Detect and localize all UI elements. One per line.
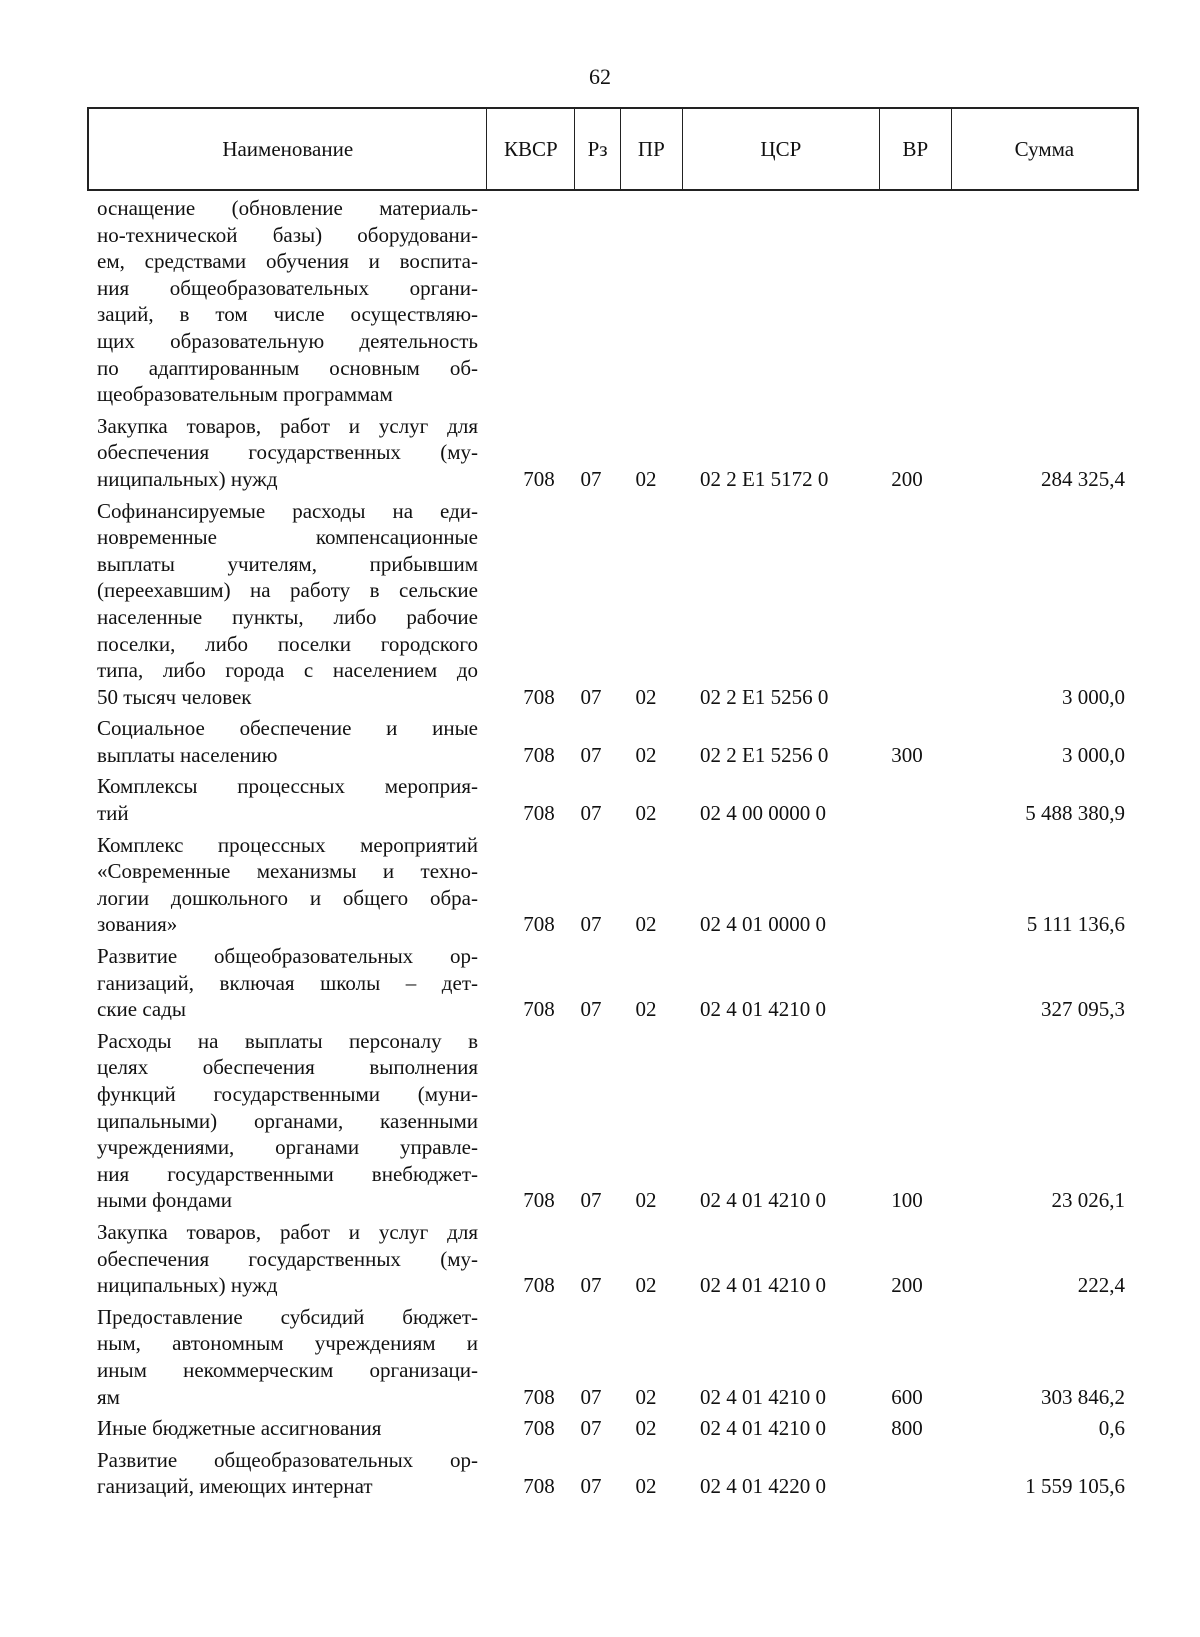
row-name-line: ным, автономным учреждениям и [97,1331,478,1356]
row-sum: 303 846,2 [1041,1384,1125,1409]
row-name-line: по адаптированным основным об- [97,355,478,380]
row-sum: 327 095,3 [1041,997,1125,1022]
table-row [97,1415,1137,1442]
row-name-line: ские сады [97,997,187,1022]
row-vr: 800 [891,1416,923,1441]
row-name-line: иным некоммерческим организаци- [97,1357,478,1382]
table-row [97,1219,1137,1299]
row-name-line: выплаты населению [97,742,278,767]
row-csr: 02 2 Е1 5256 0 [700,742,829,767]
row-name-line: Комплекс процессных мероприятий [97,832,478,857]
row-name-line: Расходы на выплаты персоналу в [97,1028,478,1053]
row-csr: 02 4 01 4210 0 [700,1416,826,1441]
row-name [97,715,478,768]
row-name-line: логии дошкольного и общего обра- [97,885,478,910]
row-name-line: Софинансируемые расходы на еди- [97,498,478,523]
row-sum: 23 026,1 [1051,1188,1125,1213]
row-name [97,832,478,938]
row-sum: 5 111 136,6 [1026,912,1125,937]
table-row [97,773,1137,826]
row-name [97,773,478,826]
table-row [97,195,1137,408]
row-vr: 100 [891,1188,923,1213]
row-kvsr: 708 [523,997,555,1022]
row-name-line: Развитие общеобразовательных ор- [97,1447,478,1472]
row-pr: 02 [635,997,657,1022]
header-kvsr: КВСР [487,109,575,189]
row-name-line: ганизаций, включая школы – дет- [97,970,478,995]
row-name-line: типа, либо города с населением до [97,658,478,683]
row-pr: 02 [635,1273,657,1298]
row-name-line: щеобразовательным программам [97,382,393,407]
header-rz: Рз [575,109,621,189]
row-name [97,1304,478,1410]
row-name-line: Развитие общеобразовательных ор- [97,944,478,969]
table-row [97,1304,1137,1410]
row-pr: 02 [635,1474,657,1499]
row-name-line: щих образовательную деятельность [97,328,478,353]
row-name-line: выплаты учителям, прибывшим [97,551,478,576]
row-vr: 600 [891,1384,923,1409]
row-name-line: ния государственными внебюджет- [97,1161,478,1186]
row-csr: 02 2 Е1 5172 0 [700,466,829,491]
row-name [97,413,478,493]
row-name-line: «Современные механизмы и техно- [97,859,478,884]
table-row [97,498,1137,711]
row-kvsr: 708 [523,1474,555,1499]
row-name-line: Закупка товаров, работ и услуг для [97,413,478,438]
table-row [97,1447,1137,1500]
row-rz: 07 [580,801,602,826]
header-pr: ПР [621,109,683,189]
table-row [97,832,1137,938]
row-name-line: Социальное обеспечение и иные [97,716,478,741]
row-csr: 02 4 00 0000 0 [700,801,826,826]
row-csr: 02 4 01 4210 0 [700,1188,826,1213]
row-csr: 02 4 01 4210 0 [700,1273,826,1298]
row-sum: 284 325,4 [1041,466,1125,491]
row-kvsr: 708 [523,1416,555,1441]
row-name [97,943,478,1023]
row-name-line: ниципальных) нужд [97,1273,278,1298]
row-csr: 02 4 01 4220 0 [700,1474,826,1499]
row-name [97,1447,478,1500]
row-rz: 07 [580,912,602,937]
row-kvsr: 708 [523,1384,555,1409]
row-name-line: поселки, либо поселки городского [97,631,478,656]
row-kvsr: 708 [523,801,555,826]
row-sum: 3 000,0 [1062,742,1125,767]
table-row [97,715,1137,768]
row-name-line: целях обеспечения выполнения [97,1055,478,1080]
row-kvsr: 708 [523,684,555,709]
row-pr: 02 [635,742,657,767]
row-name-line: 50 тысяч человек [97,684,252,709]
row-rz: 07 [580,1416,602,1441]
row-rz: 07 [580,742,602,767]
table-row [97,413,1137,493]
row-pr: 02 [635,466,657,491]
row-sum: 222,4 [1077,1273,1125,1298]
row-name-line: учреждениями, органами управле- [97,1135,478,1160]
header-vr: ВР [880,109,952,189]
row-name-line: ниципальных) нужд [97,466,278,491]
table-header [87,107,1139,191]
row-name [97,1028,478,1214]
row-name-line: заций, в том числе осуществляю- [97,302,478,327]
row-vr: 200 [891,466,923,491]
row-kvsr: 708 [523,742,555,767]
header-csr: ЦСР [683,109,880,189]
row-vr: 300 [891,742,923,767]
row-pr: 02 [635,1188,657,1213]
row-name-line: ем, средствами обучения и воспита- [97,249,478,274]
row-name-line: Предоставление субсидий бюджет- [97,1304,478,1329]
row-sum: 3 000,0 [1062,684,1125,709]
header-sum: Сумма [1014,136,1075,161]
row-name-line: оснащение (обновление материаль- [97,196,478,220]
row-rz: 07 [580,1474,602,1499]
row-sum: 5 488 380,9 [1025,801,1125,826]
row-name-line: но-технической базы) оборудовани- [97,222,478,247]
header-name: Наименование [89,109,487,189]
row-name-line: Иные бюджетные ассигнования [97,1416,382,1441]
row-csr: 02 4 01 4210 0 [700,1384,826,1409]
row-name-line: ям [97,1384,120,1409]
row-name-line: новременные компенсационные [97,525,478,550]
row-kvsr: 708 [523,466,555,491]
row-pr: 02 [635,912,657,937]
row-rz: 07 [580,1188,602,1213]
row-rz: 07 [580,466,602,491]
row-pr: 02 [635,1384,657,1409]
row-name-line: (переехавшим) на работу в сельские [97,578,478,603]
row-name-line: обеспечения государственных (му- [97,1246,478,1271]
row-name-line: обеспечения государственных (му- [97,440,478,465]
row-rz: 07 [580,1384,602,1409]
row-name [97,195,478,408]
row-rz: 07 [580,1273,602,1298]
row-name [97,1219,478,1299]
page-number: 62 [589,64,611,89]
row-csr: 02 4 01 0000 0 [700,912,826,937]
row-pr: 02 [635,684,657,709]
table-row [97,943,1137,1023]
row-sum: 0,6 [1098,1416,1125,1441]
row-csr: 02 2 Е1 5256 0 [700,684,829,709]
row-kvsr: 708 [523,912,555,937]
row-kvsr: 708 [523,1273,555,1298]
table-row [97,1028,1137,1214]
table-body [97,195,1137,1505]
row-name-line: Закупка товаров, работ и услуг для [97,1219,478,1244]
row-name [97,498,478,711]
row-pr: 02 [635,801,657,826]
row-pr: 02 [635,1416,657,1441]
row-name-line: ния общеобразовательных органи- [97,275,478,300]
row-csr: 02 4 01 4210 0 [700,997,826,1022]
row-name-line: населенные пункты, либо рабочие [97,604,478,629]
row-rz: 07 [580,997,602,1022]
row-vr: 200 [891,1273,923,1298]
row-name-line: зования» [97,912,178,937]
row-name-line: ципальными) органами, казенными [97,1108,478,1133]
row-name-line: функций государственными (муни- [97,1082,478,1106]
row-name-line: ганизаций, имеющих интернат [97,1474,373,1499]
row-name-line: Комплексы процессных мероприя- [97,774,478,799]
row-rz: 07 [580,684,602,709]
row-name [97,1415,478,1442]
row-kvsr: 708 [523,1188,555,1213]
row-name-line: тий [97,801,129,826]
row-sum: 1 559 105,6 [1025,1474,1125,1499]
row-name-line: ными фондами [97,1188,233,1213]
